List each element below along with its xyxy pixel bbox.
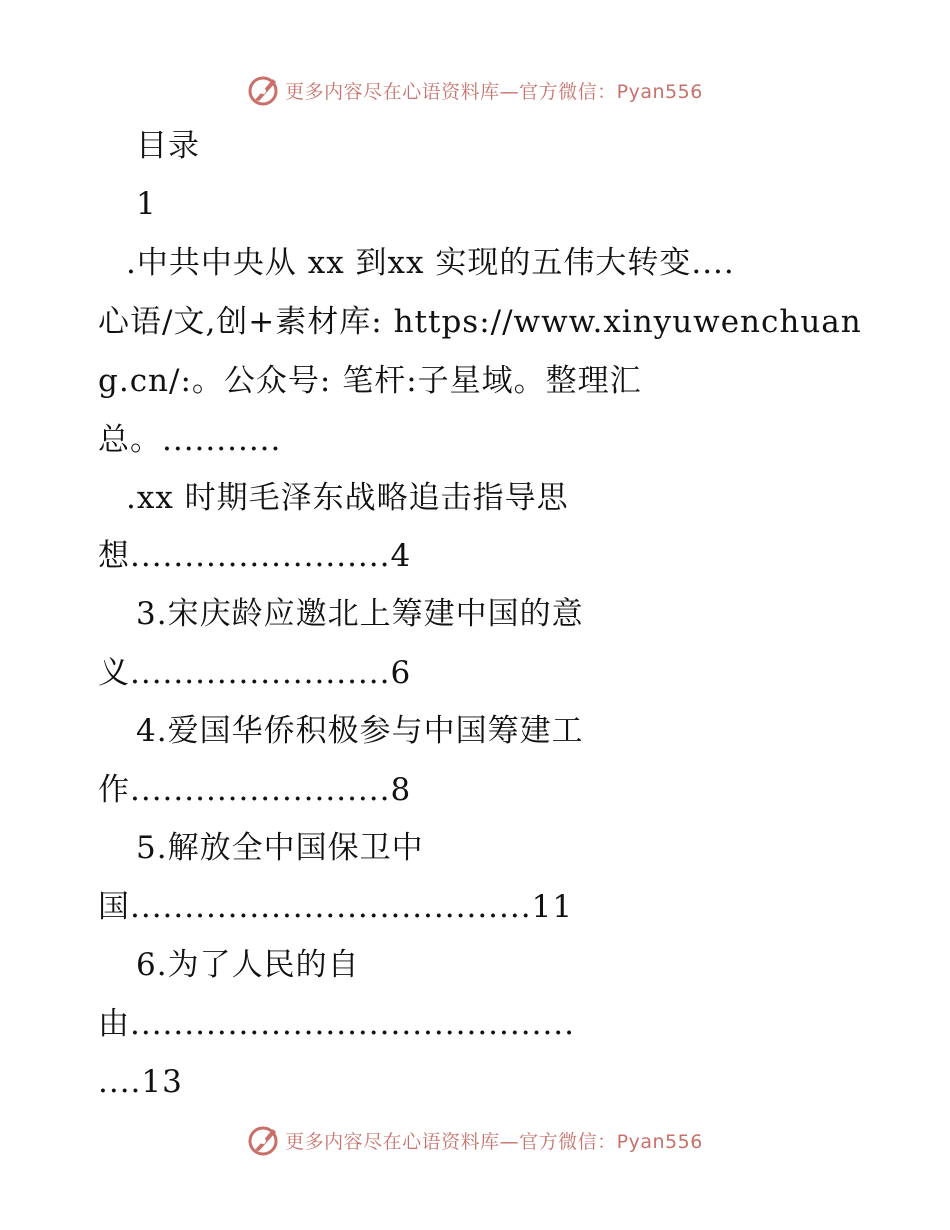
watermark-text: 更多内容尽在心语资料库—官方微信：Pyan556 <box>285 1130 703 1153</box>
toc-line: .xx 时期毛泽东战略追击指导思 <box>126 480 569 516</box>
toc-line: 1 <box>136 186 157 222</box>
quill-logo-icon <box>247 73 281 107</box>
toc-line: 国.....................................11 <box>98 889 574 925</box>
toc-line: 5.解放全中国保卫中 <box>136 830 424 866</box>
toc-line: 6.为了人民的自 <box>136 947 360 983</box>
toc-line: 4.爱国华侨积极参与中国筹建工 <box>136 713 584 749</box>
toc-line: 想........................4 <box>98 538 412 574</box>
toc-line: 由......................................... <box>98 1006 576 1042</box>
footer-watermark <box>0 1120 950 1160</box>
toc-line: 总。........... <box>98 422 282 458</box>
toc-line: ....13 <box>98 1064 183 1100</box>
toc-line: 3.宋庆龄应邀北上筹建中国的意 <box>136 596 584 632</box>
quill-logo-icon <box>247 1123 281 1157</box>
header-watermark <box>0 70 950 110</box>
toc-line: .中共中央从 xx 到xx 实现的五伟大转变.... <box>126 245 735 281</box>
watermark-text: 更多内容尽在心语资料库—官方微信：Pyan556 <box>285 80 703 103</box>
toc-title: 目录 <box>136 128 200 164</box>
toc-line: g.cn/:。公众号: 笔杆:子星域。整理汇 <box>98 363 642 399</box>
toc-line: 作........................8 <box>98 772 412 808</box>
toc-line: 义........................6 <box>98 655 412 691</box>
toc-line: 心语/文,创+素材库: https://www.xinyuwenchuan <box>98 304 862 340</box>
